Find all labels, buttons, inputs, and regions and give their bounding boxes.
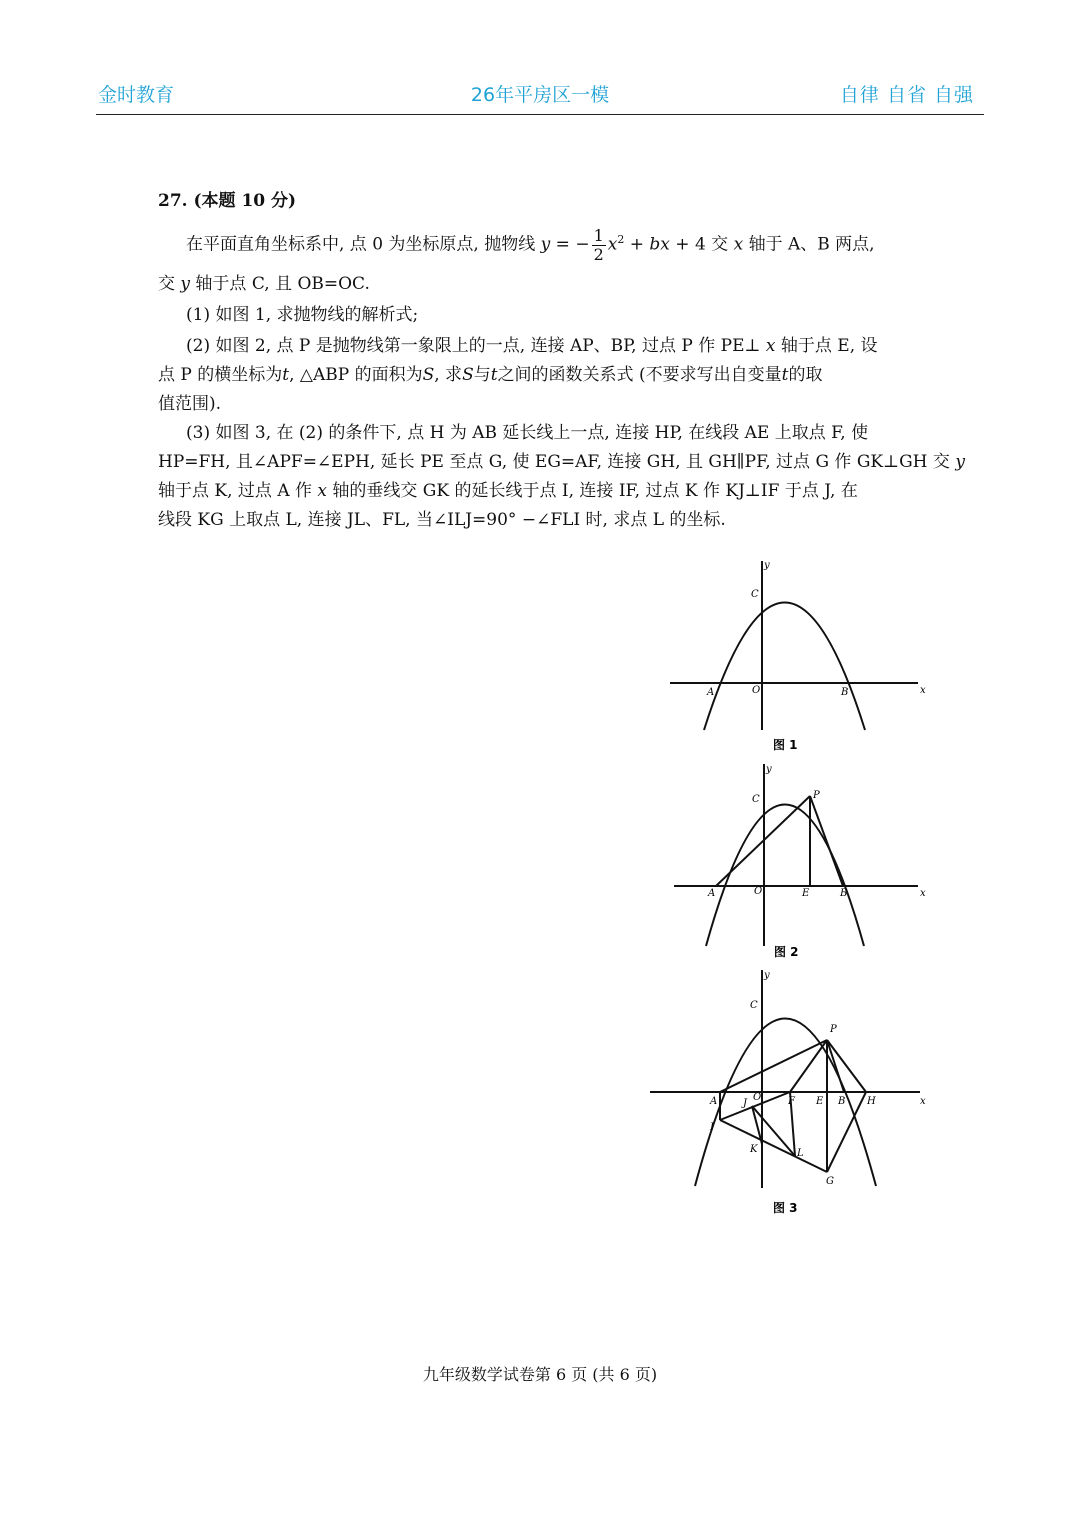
part2-text-2d: 与: [473, 365, 491, 385]
part-3-line-3: [158, 477, 858, 505]
part2-S-var: S: [422, 365, 435, 385]
formula-bx: bx: [649, 234, 670, 255]
formula-denominator: 2: [593, 244, 604, 264]
intro-text-1b: 交: [705, 234, 729, 255]
intro-text-1a: 在平面直角坐标系中, 点 0 为坐标原点, 抛物线: [186, 234, 536, 255]
part3-text-3a: 轴于点 K, 过点 A 作: [158, 481, 312, 501]
part2-t-var-2: t: [490, 365, 498, 385]
part2-t-var-3: t: [781, 365, 789, 385]
fig1-label-B: B: [841, 687, 849, 698]
part2-text-2f: 的取: [788, 365, 823, 385]
intro-line-2: [158, 270, 370, 298]
fig2-label-C: C: [752, 794, 760, 805]
formula-exponent: 2: [617, 233, 625, 246]
figure-3: [640, 966, 940, 1221]
brand-name: 金时教育: [98, 84, 175, 106]
fig3-label-P: P: [830, 1024, 837, 1035]
part2-t-var: t: [282, 365, 290, 385]
part-3-line-2: [158, 448, 965, 476]
figure-2-graph: [660, 758, 940, 963]
fig3-label-B: B: [838, 1096, 846, 1107]
fig3-label-I: I: [710, 1122, 714, 1133]
fig2-label-P: P: [813, 790, 820, 801]
formula-eq: = −: [550, 234, 590, 255]
fig1-label-O: O: [752, 685, 761, 696]
fig3-label-E: E: [816, 1096, 824, 1107]
page-footer: 九年级数学试卷第 6 页 (共 6 页): [422, 1365, 658, 1384]
part-2-line-1: [186, 332, 878, 360]
part-2-line-3: 值范围).: [158, 394, 222, 414]
fig3-label-C: C: [750, 1000, 758, 1011]
formula-plus: +: [624, 234, 650, 255]
fig2-label-O: O: [754, 886, 763, 897]
formula-x: x: [607, 234, 618, 255]
part2-text-2c: , 求: [434, 365, 463, 385]
fig3-label-G: G: [826, 1176, 834, 1187]
part-2-line-2: [158, 361, 822, 389]
fig3-label-L: L: [797, 1148, 804, 1159]
part-1: (1) 如图 1, 求抛物线的解析式;: [186, 305, 419, 325]
fig3-label-A: A: [710, 1096, 718, 1107]
formula-tail: + 4: [669, 234, 706, 255]
intro-text-1c: 轴于 A、B 两点,: [748, 234, 875, 255]
fig3-label-J: J: [743, 1098, 748, 1109]
formula-y: y: [540, 234, 551, 255]
fig3-segment-AP: [720, 1040, 827, 1092]
fig3-label-K: K: [750, 1144, 758, 1155]
fig3-parabola: [695, 1019, 876, 1187]
page-header: [96, 78, 984, 115]
part3-x-var: x: [312, 481, 333, 501]
motto: 自律 自省 自强: [839, 84, 974, 106]
part-3-line-1: (3) 如图 3, 在 (2) 的条件下, 点 H 为 AB 延长线上一点, 连接 HP, 在线段 AE 上取点 F, 使: [186, 423, 869, 443]
part3-text-2a: HP=FH, 且∠APF=∠EPH, 延长 PE 至点 G, 使 EG=AF, 连接 GH, 且 GH∥PF, 过点 G 作 GK⊥GH 交: [158, 452, 950, 472]
intro-text-2a: 交: [158, 274, 175, 294]
fig1-label-C: C: [751, 589, 759, 600]
part3-text-3b: 轴的垂线交 GK 的延长线于点 I, 连接 IF, 过点 K 作 KJ⊥IF 于点 J, 在: [332, 481, 858, 501]
intro-y-var: y: [175, 274, 196, 294]
figure-1-graph: [660, 555, 940, 755]
fig3-label-F: F: [788, 1096, 795, 1107]
figure-1: [660, 555, 940, 755]
part-3-line-4: 线段 KG 上取点 L, 连接 JL、FL, 当∠ILJ=90° −∠FLI 时, 求点 L 的坐标.: [158, 510, 726, 530]
fig2-label-x: x: [920, 888, 926, 899]
fig1-caption: 图 1: [773, 738, 798, 752]
part2-x-var: x: [760, 336, 781, 356]
fig3-label-H: H: [867, 1096, 876, 1107]
fig3-label-x: x: [920, 1096, 926, 1107]
part2-text-2b: , △ABP 的面积为: [289, 365, 423, 385]
figure-2: [660, 758, 940, 963]
part2-S-var-2: S: [462, 365, 474, 385]
fig3-label-y: y: [764, 970, 770, 981]
fig1-parabola: [704, 603, 865, 731]
intro-line-1: [186, 226, 875, 264]
fig1-label-y: y: [764, 560, 770, 571]
fig3-segment-PB: [827, 1040, 844, 1092]
part2-text-2a: 点 P 的横坐标为: [158, 365, 283, 385]
fig3-caption: 图 3: [773, 1201, 798, 1215]
fig3-segment-PF: [790, 1040, 827, 1092]
part2-text-1a: (2) 如图 2, 点 P 是抛物线第一象限上的一点, 连接 AP、BP, 过点 P 作 PE⊥: [186, 336, 761, 356]
fig2-label-B: B: [840, 888, 848, 899]
fig1-label-A: A: [707, 687, 715, 698]
fig2-caption: 图 2: [774, 945, 799, 959]
fig2-label-A: A: [708, 888, 716, 899]
intro-text-2b: 轴于点 C, 且 OB=OC.: [195, 274, 370, 294]
fig3-label-O: O: [753, 1092, 762, 1103]
fig2-label-y: y: [766, 764, 772, 775]
fig1-label-x: x: [920, 685, 926, 696]
figure-3-graph: [640, 966, 940, 1221]
exam-title: 26年平房区一模: [470, 84, 610, 106]
part3-y-var: y: [949, 452, 965, 472]
intro-x-var: x: [728, 234, 749, 255]
part2-text-1b: 轴于点 E, 设: [780, 336, 878, 356]
formula-numerator: 1: [593, 225, 604, 245]
fig2-segment-BP: [810, 796, 843, 886]
question-number: 27. (本题 10 分): [158, 191, 297, 211]
part2-text-2e: 之间的函数关系式 (不要求写出自变量: [497, 365, 782, 385]
fig2-parabola: [706, 805, 864, 947]
formula-fraction: [592, 227, 606, 264]
fig3-segment-IG: [720, 1120, 827, 1172]
fig2-label-E: E: [802, 888, 810, 899]
